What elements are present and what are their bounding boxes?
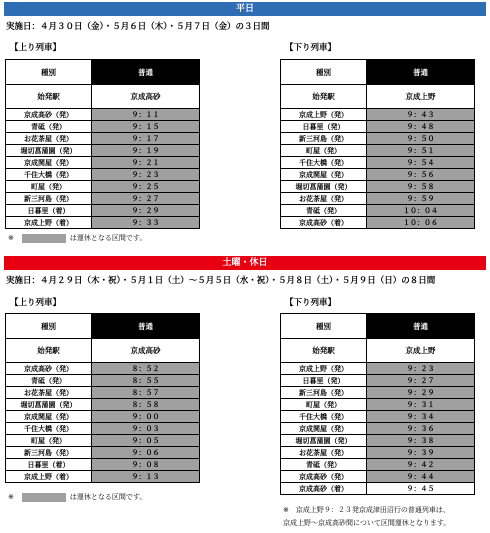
table-row bbox=[6, 411, 200, 423]
time-cell: ９：２７ bbox=[92, 193, 200, 205]
time-cell: ９：４３ bbox=[367, 109, 475, 121]
station-cell: 京成高砂（発） bbox=[6, 109, 92, 121]
weekday-down-title: 【下り列車】 bbox=[285, 43, 337, 53]
time-cell: １０：０４ bbox=[367, 205, 475, 217]
holiday-down-timetable bbox=[280, 313, 475, 495]
station-cell: 堀切菖蒲園（発） bbox=[281, 435, 367, 447]
time-cell: ９：２７ bbox=[367, 375, 475, 387]
time-cell: ９：４４ bbox=[367, 471, 475, 483]
time-cell: ９：３９ bbox=[367, 447, 475, 459]
table-row bbox=[6, 435, 200, 447]
station-cell: 京成関屋（発） bbox=[281, 169, 367, 181]
time-cell: ９：００ bbox=[92, 411, 200, 423]
footnote-line-2: 京成上野～京成高砂間について区間運休となります。 bbox=[283, 519, 451, 527]
station-cell: 堀切菖蒲園（発） bbox=[6, 145, 92, 157]
table-row bbox=[281, 121, 475, 133]
table-row bbox=[281, 363, 475, 375]
type-label-cell: 種別 bbox=[6, 60, 92, 85]
footnote-line-1: ※ 京成上野９：２３発京成津田沼行の普通列車は、 bbox=[283, 506, 450, 514]
station-cell: 町屋（発） bbox=[6, 181, 92, 193]
suspended-swatch bbox=[22, 493, 66, 502]
time-cell: ９：２９ bbox=[92, 205, 200, 217]
table-row bbox=[6, 447, 200, 459]
station-cell: 京成高砂（発） bbox=[6, 363, 92, 375]
station-cell: 日暮里（着） bbox=[6, 205, 92, 217]
table-row bbox=[6, 459, 200, 471]
station-cell: 町屋（発） bbox=[281, 145, 367, 157]
station-cell: 新三河島（発） bbox=[6, 193, 92, 205]
time-cell: ９：４５ bbox=[367, 483, 475, 495]
station-cell: 日暮里（発） bbox=[281, 375, 367, 387]
station-cell: 青砥（発） bbox=[281, 205, 367, 217]
time-cell: ９：５８ bbox=[367, 181, 475, 193]
station-cell: 京成上野（着） bbox=[6, 217, 92, 229]
holiday-note bbox=[8, 492, 146, 502]
time-cell: ９：０８ bbox=[92, 459, 200, 471]
time-cell: ９：０６ bbox=[92, 447, 200, 459]
station-cell: 京成関屋（発） bbox=[281, 423, 367, 435]
type-value-cell: 普通 bbox=[367, 60, 475, 85]
table-row bbox=[281, 157, 475, 169]
time-cell: ８：５８ bbox=[92, 399, 200, 411]
time-cell: ８：５２ bbox=[92, 363, 200, 375]
origin-value-cell: 京成高砂 bbox=[92, 85, 200, 109]
weekday-note bbox=[8, 233, 146, 243]
station-cell: 青砥（発） bbox=[6, 121, 92, 133]
time-cell: ９：１１ bbox=[92, 109, 200, 121]
time-cell: ９：２３ bbox=[367, 363, 475, 375]
table-row bbox=[281, 193, 475, 205]
table-row bbox=[281, 109, 475, 121]
time-cell: ９：５６ bbox=[367, 169, 475, 181]
table-row bbox=[281, 375, 475, 387]
time-cell: ９：５０ bbox=[367, 133, 475, 145]
weekday-up-title: 【上り列車】 bbox=[10, 43, 62, 53]
station-cell: 千住大橋（発） bbox=[281, 411, 367, 423]
table-row bbox=[281, 471, 475, 483]
station-cell: 堀切菖蒲園（発） bbox=[281, 181, 367, 193]
holiday-band: 土曜・休日 bbox=[4, 256, 486, 270]
weekday-band: 平日 bbox=[4, 2, 486, 16]
origin-label-cell: 始発駅 bbox=[281, 85, 367, 109]
station-cell: 京成関屋（発） bbox=[6, 411, 92, 423]
table-row bbox=[6, 375, 200, 387]
time-cell: ９：３１ bbox=[367, 399, 475, 411]
time-cell: ９：５９ bbox=[367, 193, 475, 205]
time-cell: ９：０５ bbox=[92, 435, 200, 447]
weekday-period: 実施日：４月３０日（金）・５月６日（木）・５月７日（金）の３日間 bbox=[6, 22, 270, 32]
station-cell: 千住大橋（発） bbox=[6, 423, 92, 435]
station-cell: 京成高砂（着） bbox=[281, 217, 367, 229]
time-cell: ９：１７ bbox=[92, 133, 200, 145]
time-cell: ９：２９ bbox=[367, 387, 475, 399]
time-cell: ９：２１ bbox=[92, 157, 200, 169]
time-cell: ９：２５ bbox=[92, 181, 200, 193]
weekday-up-timetable bbox=[5, 59, 200, 229]
type-value-cell: 普通 bbox=[367, 314, 475, 339]
time-cell: ９：３８ bbox=[367, 435, 475, 447]
time-cell: ９：１３ bbox=[92, 471, 200, 483]
type-label-cell: 種別 bbox=[281, 314, 367, 339]
table-row bbox=[281, 205, 475, 217]
station-cell: 千住大橋（発） bbox=[6, 169, 92, 181]
time-cell: ９：１９ bbox=[92, 145, 200, 157]
station-cell: 青砥（発） bbox=[6, 375, 92, 387]
table-row bbox=[281, 181, 475, 193]
table-row bbox=[281, 145, 475, 157]
note-text: は運休となる区間です。 bbox=[69, 493, 147, 501]
table-row bbox=[6, 109, 200, 121]
time-cell: １０：０６ bbox=[367, 217, 475, 229]
time-cell: ８：５５ bbox=[92, 375, 200, 387]
origin-value-cell: 京成高砂 bbox=[92, 339, 200, 363]
time-cell: ９：０３ bbox=[92, 423, 200, 435]
table-row bbox=[281, 399, 475, 411]
table-row bbox=[6, 205, 200, 217]
note-mark: ※ bbox=[8, 234, 14, 242]
table-row bbox=[6, 145, 200, 157]
table-row bbox=[6, 387, 200, 399]
type-value-cell: 普通 bbox=[92, 60, 200, 85]
table-row bbox=[281, 217, 475, 229]
time-cell: ９：４８ bbox=[367, 121, 475, 133]
time-cell: ９：３３ bbox=[92, 217, 200, 229]
station-cell: 京成上野（発） bbox=[281, 109, 367, 121]
time-cell: ９：４２ bbox=[367, 459, 475, 471]
table-row bbox=[6, 471, 200, 483]
holiday-up-title: 【上り列車】 bbox=[10, 298, 62, 308]
station-cell: 京成上野（着） bbox=[6, 471, 92, 483]
holiday-down-title: 【下り列車】 bbox=[285, 298, 337, 308]
table-row bbox=[281, 169, 475, 181]
station-cell: お花茶屋（発） bbox=[6, 387, 92, 399]
table-row bbox=[6, 193, 200, 205]
station-cell: 京成関屋（発） bbox=[6, 157, 92, 169]
type-label-cell: 種別 bbox=[281, 60, 367, 85]
table-row bbox=[6, 181, 200, 193]
holiday-footnote bbox=[283, 504, 450, 530]
type-value-cell: 普通 bbox=[92, 314, 200, 339]
table-row bbox=[6, 157, 200, 169]
table-row bbox=[6, 423, 200, 435]
time-cell: ９：３４ bbox=[367, 411, 475, 423]
holiday-up-timetable bbox=[5, 313, 200, 483]
suspended-swatch bbox=[22, 234, 66, 243]
origin-value-cell: 京成上野 bbox=[367, 85, 475, 109]
table-row bbox=[6, 217, 200, 229]
station-cell: 日暮里（着） bbox=[6, 459, 92, 471]
station-cell: 新三河島（発） bbox=[6, 447, 92, 459]
table-row bbox=[281, 483, 475, 495]
station-cell: 新三河島（発） bbox=[281, 133, 367, 145]
origin-label-cell: 始発駅 bbox=[6, 85, 92, 109]
table-row bbox=[281, 133, 475, 145]
time-cell: ９：２３ bbox=[92, 169, 200, 181]
time-cell: ９：１５ bbox=[92, 121, 200, 133]
station-cell: 新三河島（発） bbox=[281, 387, 367, 399]
station-cell: 千住大橋（発） bbox=[281, 157, 367, 169]
type-label-cell: 種別 bbox=[6, 314, 92, 339]
note-text: は運休となる区間です。 bbox=[69, 234, 147, 242]
time-cell: ９：３６ bbox=[367, 423, 475, 435]
table-row bbox=[281, 459, 475, 471]
station-cell: 京成高砂（発） bbox=[281, 471, 367, 483]
station-cell: 日暮里（発） bbox=[281, 121, 367, 133]
table-row bbox=[281, 423, 475, 435]
station-cell: 町屋（発） bbox=[6, 435, 92, 447]
table-row bbox=[281, 387, 475, 399]
time-cell: ８：５７ bbox=[92, 387, 200, 399]
station-cell: 堀切菖蒲園（発） bbox=[6, 399, 92, 411]
station-cell: お花茶屋（発） bbox=[6, 133, 92, 145]
table-row bbox=[6, 169, 200, 181]
origin-value-cell: 京成上野 bbox=[367, 339, 475, 363]
holiday-period: 実施日：４月２９日（木・祝）・５月１日（土）～５月５日（水・祝）・５月８日（土）・５月９日（日）の８日間 bbox=[6, 276, 436, 286]
station-cell: お花茶屋（発） bbox=[281, 193, 367, 205]
table-row bbox=[6, 363, 200, 375]
origin-label-cell: 始発駅 bbox=[281, 339, 367, 363]
table-row bbox=[281, 447, 475, 459]
table-row bbox=[6, 121, 200, 133]
time-cell: ９：５４ bbox=[367, 157, 475, 169]
station-cell: 京成上野（発） bbox=[281, 363, 367, 375]
station-cell: 町屋（発） bbox=[281, 399, 367, 411]
weekday-down-timetable bbox=[280, 59, 475, 229]
origin-label-cell: 始発駅 bbox=[6, 339, 92, 363]
station-cell: 京成高砂（着） bbox=[281, 483, 367, 495]
table-row bbox=[6, 133, 200, 145]
table-row bbox=[6, 399, 200, 411]
time-cell: ９：５１ bbox=[367, 145, 475, 157]
note-mark: ※ bbox=[8, 493, 14, 501]
station-cell: 青砥（発） bbox=[281, 459, 367, 471]
table-row bbox=[281, 435, 475, 447]
table-row bbox=[281, 411, 475, 423]
station-cell: お花茶屋（発） bbox=[281, 447, 367, 459]
